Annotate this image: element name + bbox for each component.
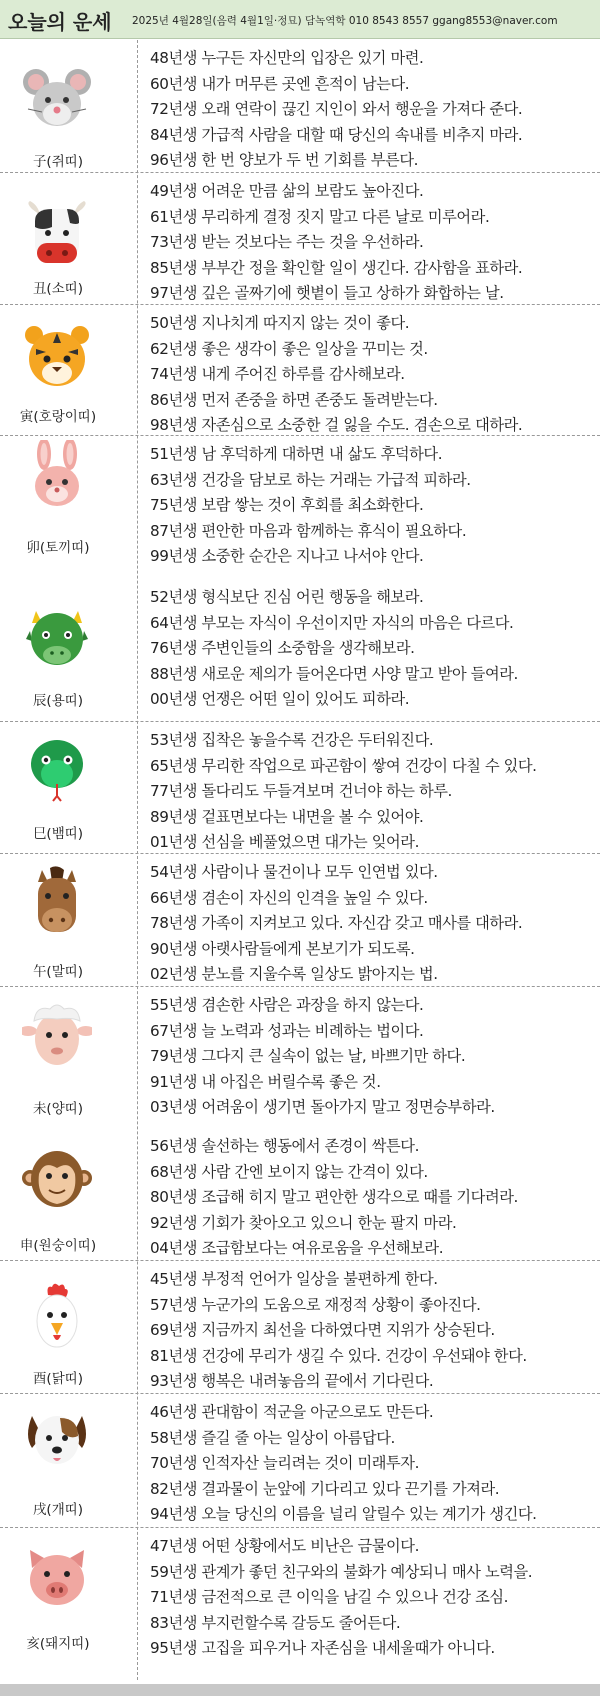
fortune-line: 87년생 편안한 마음과 함께하는 휴식이 필요하다. — [150, 521, 467, 540]
zodiac-label: 戌(개띠) — [32, 1502, 84, 1518]
fortune-line: 61년생 무리하게 결정 짓지 말고 다른 날로 미루어라. — [150, 207, 490, 226]
fortune-line: 59년생 관계가 좋던 친구와의 불화가 예상되니 매사 노력을. — [150, 1562, 533, 1581]
fortune-line: 68년생 사람 간엔 보이지 않는 간격이 있다. — [150, 1162, 428, 1181]
fortune-line: 89년생 겉표면보다는 내면을 볼 수 있어야. — [150, 807, 424, 826]
fortune-list — [150, 179, 522, 307]
fortune-line: 00년생 언쟁은 어떤 일이 있어도 피하라. — [150, 690, 410, 709]
page-title: 오늘의 운세 — [8, 10, 112, 34]
fortune-line: 67년생 늘 노력과 성과는 비례하는 법이다. — [150, 1021, 424, 1040]
rat-icon — [22, 64, 92, 134]
fortune-line: 80년생 조급해 히지 말고 편안한 생각으로 때를 기다려라. — [150, 1188, 518, 1207]
fortune-line: 75년생 보람 쌓는 것이 후회를 최소화한다. — [150, 496, 424, 515]
zodiac-row-sheep — [0, 987, 600, 1128]
fortune-line: 47년생 어떤 상황에서도 비난은 금물이다. — [150, 1537, 420, 1555]
fortune-line: 72년생 오래 연락이 끊긴 지인이 와서 행운을 가져다 준다. — [150, 100, 523, 119]
fortune-line: 02년생 분노를 지울수록 일상도 밝아지는 법. — [150, 965, 438, 984]
fortune-line: 76년생 주변인들의 소중함을 생각해보라. — [150, 639, 415, 658]
fortune-line: 79년생 그다지 큰 실속이 없는 날, 바쁘기만 하다. — [150, 1047, 466, 1066]
fortune-line: 78년생 가족이 지켜보고 있다. 자신감 갖고 매사를 대하라. — [150, 914, 523, 933]
zodiac-row-rooster — [0, 1261, 600, 1394]
footer-bar — [0, 1684, 600, 1696]
fortune-line: 88년생 새로운 제의가 들어온다면 사양 말고 받아 들여라. — [150, 664, 518, 683]
fortune-list — [150, 860, 522, 988]
fortune-list — [150, 442, 471, 570]
zodiac-label: 酉(닭띠) — [32, 1371, 84, 1387]
fortune-line: 71년생 금전적으로 큰 이익을 남길 수 있으나 건강 조심. — [150, 1588, 509, 1607]
fortune-line: 90년생 아랫사람들에게 본보기가 되도록. — [150, 939, 415, 958]
fortune-line: 54년생 사람이나 물건이나 모두 인연법 있다. — [150, 863, 438, 881]
fortune-line: 62년생 좋은 생각이 좋은 일상을 꾸미는 것. — [150, 339, 428, 358]
zodiac-row-ox — [0, 173, 600, 305]
fortune-list — [150, 1534, 532, 1662]
fortune-line: 60년생 내가 머무른 곳엔 흔적이 남는다. — [150, 74, 410, 93]
fortune-list — [150, 728, 537, 856]
fortune-list — [150, 993, 495, 1121]
zodiac-label: 子(쥐띠) — [32, 154, 84, 170]
fortune-line: 66년생 겸손이 자신의 인격을 높일 수 있다. — [150, 888, 428, 907]
zodiac-row-pig — [0, 1528, 600, 1678]
rabbit-icon — [22, 440, 92, 510]
zodiac-row-horse — [0, 854, 600, 987]
fortune-line: 53년생 집착은 놓을수록 건강은 두터워진다. — [150, 731, 434, 749]
zodiac-label: 辰(용띠) — [32, 693, 84, 709]
zodiac-label: 寅(호랑이띠) — [19, 409, 97, 425]
zodiac-label: 卯(토끼띠) — [26, 540, 90, 556]
ox-icon — [22, 201, 92, 271]
fortune-line: 04년생 조급함보다는 여유로움을 우선해보라. — [150, 1239, 444, 1258]
fortune-line: 56년생 솔선하는 행동에서 존경이 싹튼다. — [150, 1137, 420, 1155]
fortune-line: 46년생 관대함이 적군을 아군으로도 만든다. — [150, 1403, 434, 1421]
tiger-icon — [22, 321, 92, 391]
fortune-list — [150, 585, 518, 713]
fortune-line: 95년생 고집을 피우거나 자존심을 내세울때가 아니다. — [150, 1639, 495, 1658]
fortune-line: 70년생 인적자산 늘리려는 것이 미래투자. — [150, 1454, 420, 1473]
dog-icon — [22, 1406, 92, 1476]
fortune-line: 50년생 지나치게 따지지 않는 것이 좋다. — [150, 314, 410, 332]
fortune-line: 82년생 결과물이 눈앞에 기다리고 있다 끈기를 가져라. — [150, 1479, 500, 1498]
zodiac-label: 申(원숭이띠) — [19, 1238, 97, 1254]
fortune-line: 58년생 즐길 줄 아는 일상이 아름답다. — [150, 1428, 395, 1447]
fortune-line: 85년생 부부간 정을 확인할 일이 생긴다. 감사함을 표하라. — [150, 258, 523, 277]
fortune-line: 97년생 깊은 골짜기에 햇볕이 들고 상하가 화합하는 날. — [150, 284, 504, 303]
fortune-line: 92년생 기회가 찾아오고 있으니 한눈 팔지 마라. — [150, 1213, 457, 1232]
fortune-line: 86년생 먼저 존중을 하면 존중도 돌려받는다. — [150, 390, 438, 409]
zodiac-row-rabbit — [0, 436, 600, 579]
fortune-line: 91년생 내 아집은 버릴수록 좋은 것. — [150, 1072, 381, 1091]
zodiac-row-rat — [0, 40, 600, 173]
fortune-line: 55년생 겸손한 사람은 과장을 하지 않는다. — [150, 996, 424, 1014]
zodiac-row-snake — [0, 722, 600, 854]
fortune-line: 98년생 자존심으로 소중한 걸 잃을 수도. 겸손으로 대하라. — [150, 416, 523, 435]
fortune-line: 74년생 내게 주어진 하루를 감사해보라. — [150, 365, 405, 384]
pig-icon — [22, 1542, 92, 1612]
fortune-line: 99년생 소중한 순간은 지나고 나서야 안다. — [150, 547, 424, 566]
horse-icon — [22, 866, 92, 936]
fortune-line: 63년생 건강을 담보로 하는 거래는 가급적 피하라. — [150, 470, 471, 489]
fortune-line: 84년생 가급적 사람을 대할 때 당신의 속내를 비추지 마라. — [150, 125, 523, 144]
fortune-line: 49년생 어려운 만큼 삶의 보람도 높아진다. — [150, 182, 424, 200]
fortune-line: 45년생 부정적 언어가 일상을 불편하게 한다. — [150, 1270, 438, 1288]
fortune-line: 81년생 건강에 무리가 생길 수 있다. 건강이 우선돼야 한다. — [150, 1346, 527, 1365]
fortune-line: 01년생 선심을 베풀었으면 대가는 잊어라. — [150, 833, 420, 852]
zodiac-label: 丑(소띠) — [32, 281, 84, 297]
zodiac-label: 亥(돼지띠) — [26, 1636, 90, 1652]
fortune-list — [150, 1134, 518, 1262]
fortune-line: 77년생 돌다리도 두들겨보며 건너야 하는 하루. — [150, 782, 452, 801]
zodiac-label: 巳(뱀띠) — [32, 826, 84, 842]
fortune-line: 03년생 어려움이 생기면 돌아가지 말고 정면승부하라. — [150, 1098, 495, 1117]
fortune-list — [150, 46, 522, 174]
fortune-list — [150, 311, 522, 439]
fortune-line: 93년생 행복은 내려놓음의 끝에서 기다린다. — [150, 1372, 434, 1391]
zodiac-row-tiger — [0, 305, 600, 436]
header-bar — [0, 0, 600, 39]
fortune-line: 64년생 부모는 자식이 우선이지만 자식의 마음은 다르다. — [150, 613, 514, 632]
fortune-line: 51년생 남 후덕하게 대하면 내 삶도 후덕하다. — [150, 445, 443, 463]
sheep-icon — [22, 1001, 92, 1071]
dragon-icon — [22, 601, 92, 671]
rooster-icon — [22, 1283, 92, 1353]
fortune-list — [150, 1400, 537, 1528]
fortune-line: 52년생 형식보단 진심 어린 행동을 해보라. — [150, 588, 424, 606]
zodiac-row-dragon — [0, 579, 600, 722]
snake-icon — [22, 734, 92, 804]
fortune-line: 96년생 한 번 양보가 두 번 기회를 부른다. — [150, 151, 419, 170]
fortune-line: 69년생 지금까지 최선을 다하였다면 지위가 상승된다. — [150, 1321, 495, 1340]
fortune-line: 48년생 누구든 자신만의 입장은 있기 마련. — [150, 49, 424, 67]
monkey-icon — [22, 1144, 92, 1214]
zodiac-label: 未(양띠) — [32, 1101, 84, 1117]
header-subtitle: 2025년 4월28일(음력 4월1일·정묘) 담녹역학 010 8543 8557 ggang8553@naver.com — [132, 15, 558, 27]
zodiac-row-dog — [0, 1394, 600, 1528]
fortune-line: 73년생 받는 것보다는 주는 것을 우선하라. — [150, 233, 424, 252]
zodiac-label: 午(말띠) — [32, 964, 84, 980]
fortune-line: 57년생 누군가의 도움으로 재정적 상황이 좋아진다. — [150, 1295, 481, 1314]
fortune-line: 65년생 무리한 작업으로 파곤함이 쌓여 건강이 다칠 수 있다. — [150, 756, 537, 775]
fortune-list — [150, 1267, 527, 1395]
fortune-line: 83년생 부지런할수록 갈등도 줄어든다. — [150, 1613, 401, 1632]
fortune-line: 94년생 오늘 당신의 이름을 널리 알릴수 있는 계기가 생긴다. — [150, 1505, 537, 1524]
zodiac-row-monkey — [0, 1128, 600, 1261]
